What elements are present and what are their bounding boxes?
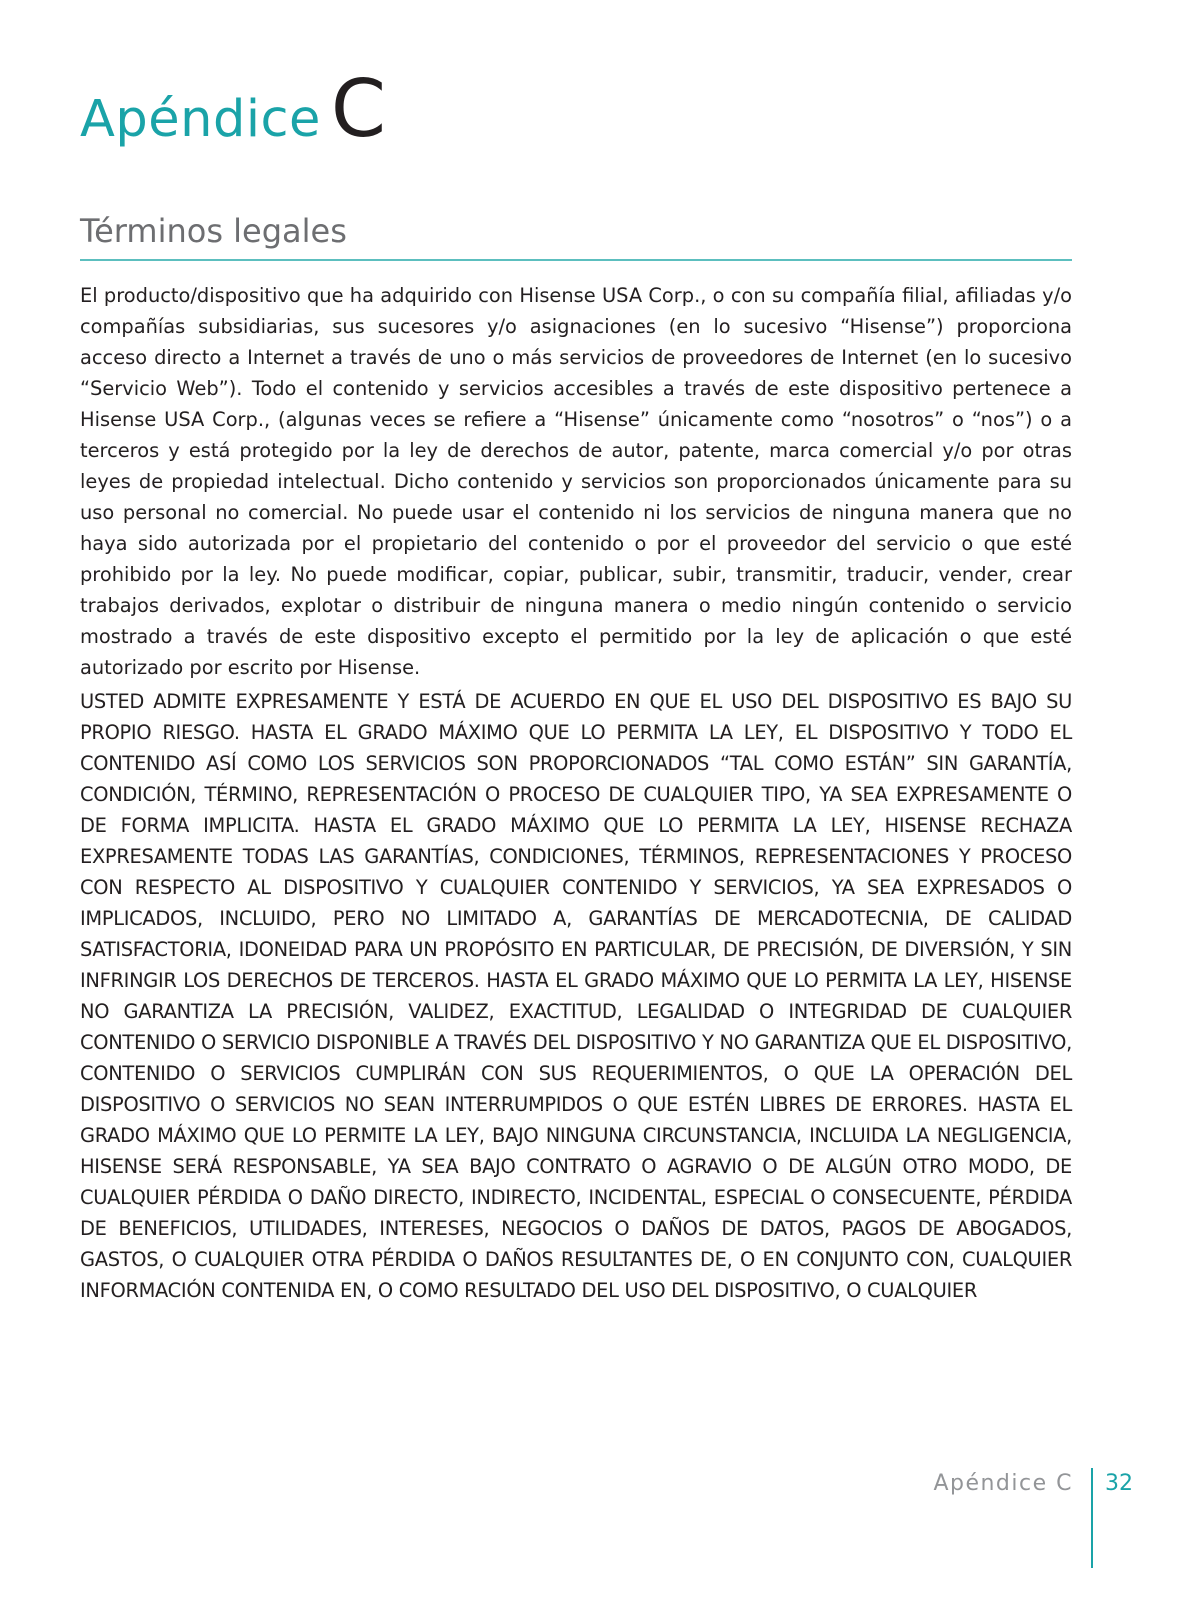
legal-body xyxy=(80,280,1072,1309)
appendix-word: Apéndice xyxy=(80,90,321,149)
legal-paragraph-intro: El producto/dispositivo que ha adquirido con Hisense USA Corp., o con su compañía filial, afiliadas y/o compañías subsidiarias, sus sucesores y/o asignaciones (en lo sucesivo “Hisense”) proporciona acceso directo a Internet a través de uno o más servicios de proveedores de Internet (en lo sucesivo “Servicio Web”). Todo el contenido y servicios accesibles a través de este dispositivo pertenece a Hisense USA Corp., (algunas veces se refiere a “Hisense” únicamente como “nosotros” o “nos”) o a terceros y está protegido por la ley de derechos de autor, patente, marca comercial y/o por otras leyes de propiedad intelectual. Dicho contenido y servicios son proporcionados únicamente para su uso personal no comercial. No puede usar el contenido ni los servicios de ninguna manera que no haya sido autorizada por el propietario del contenido o por el proveedor del servicio o que esté prohibido por la ley. No puede modificar, copiar, publicar, subir, transmitir, traducir, vender, crear trabajos derivados, explotar o distribuir de ninguna manera o medio ningún contenido o servicio mostrado a través de este dispositivo excepto el permitido por la ley de aplicación o que esté autorizado por escrito por Hisense. xyxy=(80,284,1072,679)
page-footer xyxy=(933,1468,1133,1568)
section-title: Términos legales xyxy=(80,212,347,250)
page-number: 32 xyxy=(1105,1471,1133,1496)
legal-paragraph-disclaimer: USTED ADMITE EXPRESAMENTE Y ESTÁ DE ACUERDO EN QUE EL USO DEL DISPOSITIVO ES BAJO SU PROPIO RIESGO. HASTA EL GRADO MÁXIMO QUE LO PERMITA LA LEY, EL DISPOSITIVO Y TODO EL CONTENIDO ASÍ COMO LOS SERVICIOS SON PROPORCIONADOS “TAL COMO ESTÁN” SIN GARANTÍA, CONDICIÓN, TÉRMINO, REPRESENTACIÓN O PROCESO DE CUALQUIER TIPO, YA SEA EXPRESAMENTE O DE FORMA IMPLICITA. HASTA EL GRADO MÁXIMO QUE LO PERMITA LA LEY, HISENSE RECHAZA EXPRESAMENTE TODAS LAS GARANTÍAS, CONDICIONES, TÉRMINOS, REPRESENTACIONES Y PROCESO CON RESPECTO AL DISPOSITIVO Y CUALQUIER CONTENIDO Y SERVICIOS, YA SEA EXPRESADOS O IMPLICADOS, INCLUIDO, PERO NO LIMITADO A, GARANTÍAS DE MERCADOTECNIA, DE CALIDAD SATISFACTORIA, IDONEIDAD PARA UN PROPÓSITO EN PARTICULAR, DE PRECISIÓN, DE DIVERSIÓN, Y SIN INFRINGIR LOS DERECHOS DE TERCEROS. HASTA EL GRADO MÁXIMO QUE LO PERMITA LA LEY, HISENSE NO GARANTIZA LA PRECISIÓN, VALIDEZ, EXACTITUD, LEGALIDAD O INTEGRIDAD DE CUALQUIER CONTENIDO O SERVICIO DISPONIBLE A TRAVÉS DEL DISPOSITIVO Y NO GARANTIZA QUE EL DISPOSITIVO, CONTENIDO O SERVICIOS CUMPLIRÁN CON SUS REQUERIMIENTOS, O QUE LA OPERACIÓN DEL DISPOSITIVO O SERVICIOS NO SEAN INTERRUMPIDOS O QUE ESTÉN LIBRES DE ERRORES. HASTA EL GRADO MÁXIMO QUE LO PERMITE LA LEY, BAJO NINGUNA CIRCUNSTANCIA, INCLUIDA LA NEGLIGENCIA, HISENSE SERÁ RESPONSABLE, YA SEA BAJO CONTRATO O AGRAVIO O DE ALGÚN OTRO MODO, DE CUALQUIER PÉRDIDA O DAÑO DIRECTO, INDIRECTO, INCIDENTAL, ESPECIAL O CONSECUENTE, PÉRDIDA DE BENEFICIOS, UTILIDADES, INTERESES, NEGOCIOS O DAÑOS DE DATOS, PAGOS DE ABOGADOS, GASTOS, O CUALQUIER OTRA PÉRDIDA O DAÑOS RESULTANTES DE, O EN CONJUNTO CON, CUALQUIER INFORMACIÓN CONTENIDA EN, O COMO RESULTADO DEL USO DEL DISPOSITIVO, O CUALQUIER xyxy=(80,690,1072,1302)
appendix-title xyxy=(80,63,387,155)
footer-section-label: Apéndice C xyxy=(933,1471,1073,1496)
appendix-letter: C xyxy=(330,63,387,155)
section-divider xyxy=(80,259,1072,261)
